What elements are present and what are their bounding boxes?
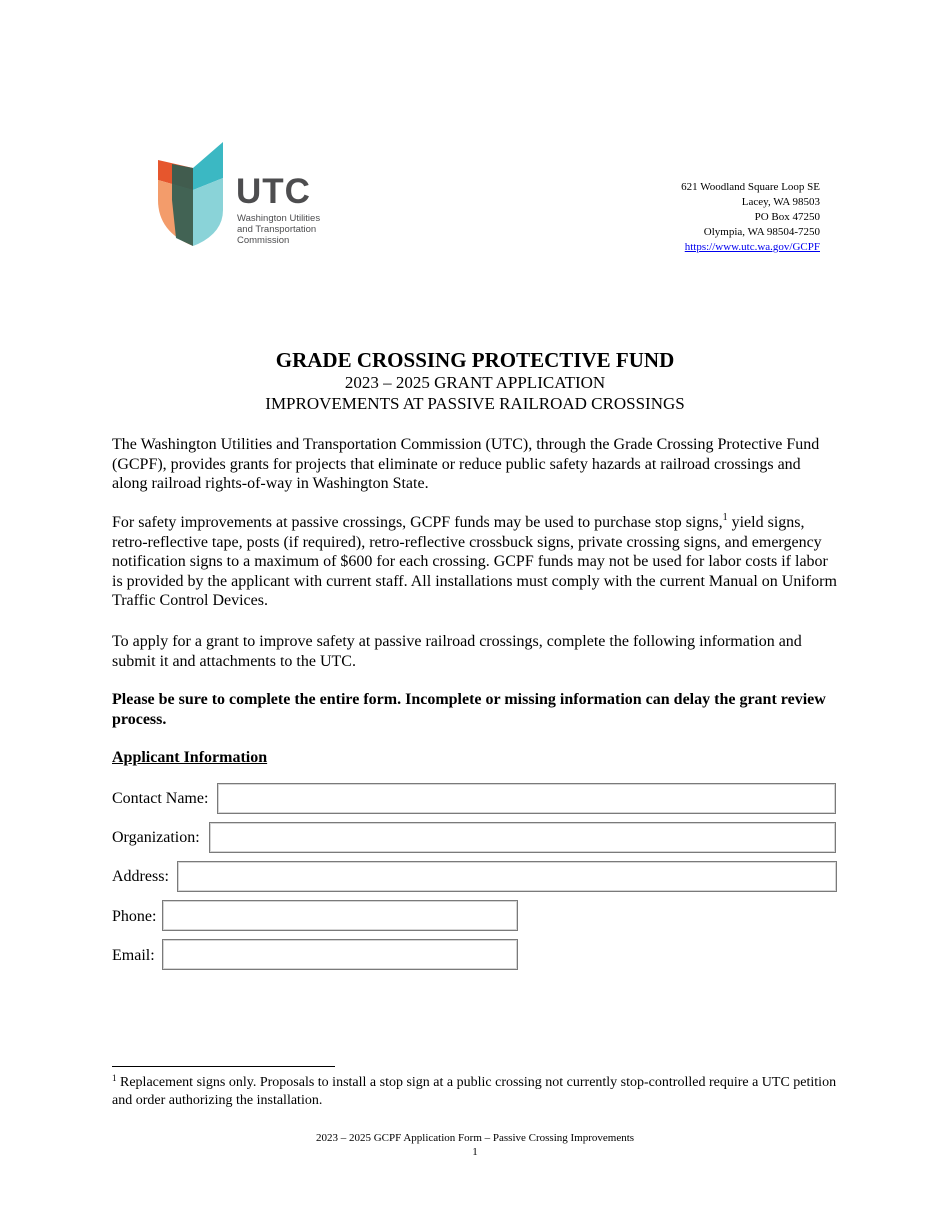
address-line: Lacey, WA 98503 (741, 196, 820, 208)
address-line: PO Box 47250 (754, 211, 820, 223)
document-subtitle-1: 2023 – 2025 GRANT APPLICATION (344, 373, 606, 392)
funding-paragraph: For safety improvements at passive crossings, GCPF funds may be used to purchase stop signs,$^1$ yield signs, retro-reflective tape, posts (if required), retro-reflective crossbuck signs, private crossing signs, and emergency notification signs to a maximum of $600 for each crossing. GCPF funds may not be used for labor costs if labor is provided by the applicant with current staff. All installations must comply with the current Manual on Uniform Traffic Control Devices. (112, 512, 837, 609)
phone-field[interactable] (162, 900, 518, 931)
applicant-information-heading: Applicant Information (112, 749, 268, 766)
contact-name-label: Contact Name: (112, 790, 209, 807)
address-label: Address: (112, 868, 169, 885)
intro-paragraph: The Washington Utilities and Transportation Commission (UTC), through the Grade Crossing Protective Fund (GCPF), provides grants for projects that eliminate or reduce public safety hazards at railroad crossings and along railroad rights-of-way in Washington State. (112, 436, 820, 492)
email-field[interactable] (162, 939, 518, 970)
footnote-separator (112, 1066, 335, 1067)
footer-title: 2023 – 2025 GCPF Application Form – Passive Crossing Improvements (315, 1132, 635, 1144)
address-line: Olympia, WA 98504-7250 (703, 226, 820, 238)
completion-notice: Please be sure to complete the entire form. Incomplete or missing information can delay the grant review process. (112, 691, 826, 728)
email-label: Email: (112, 947, 155, 964)
contact-name-field[interactable] (217, 783, 836, 814)
utc-logo (150, 140, 370, 278)
utc-logo-mark-icon (150, 140, 236, 260)
organization-label: Organization: (112, 829, 200, 846)
address-field[interactable] (177, 861, 837, 892)
footnote-mark: 1 (112, 1073, 117, 1083)
page-footer (0, 1131, 950, 1159)
address-line: 621 Woodland Square Loop SE (681, 181, 820, 193)
document-title: GRADE CROSSING PROTECTIVE FUND (275, 348, 675, 372)
logo-subtitle: Washington Utilities and Transportation Commission (237, 213, 321, 246)
gcpf-website-link[interactable]: https://www.utc.wa.gov/GCPF (684, 241, 820, 253)
utc-address-block (681, 180, 820, 255)
footnote-reference: 1 (722, 512, 728, 523)
document-title-block (0, 348, 950, 414)
page-number: 1 (472, 1146, 478, 1158)
footnote: $^1$ Replacement signs only. Proposals to install a stop sign at a public crossing not currently stop-controlled require a UTC petition and order authorizing the installation. (112, 1073, 837, 1108)
apply-paragraph: To apply for a grant to improve safety at passive railroad crossings, complete the following information and submit it and attachments to the UTC. (112, 633, 802, 670)
organization-field[interactable] (209, 822, 836, 853)
logo-wordmark: UTC (236, 172, 311, 211)
phone-label: Phone: (112, 908, 157, 925)
document-subtitle-2: IMPROVEMENTS AT PASSIVE RAILROAD CROSSINGS (265, 394, 685, 413)
